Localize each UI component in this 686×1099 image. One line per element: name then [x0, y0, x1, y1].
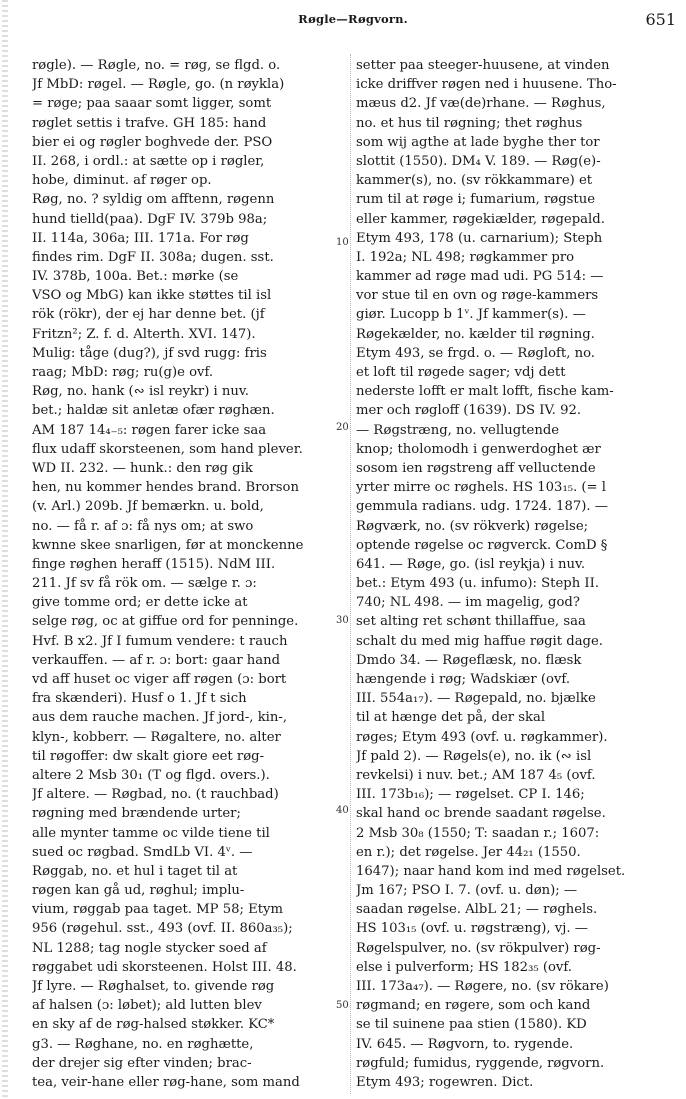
text-line: findes rim. DgF II. 308a; dugen. sst.: [32, 249, 274, 265]
text-line: til røgoffer: dw skalt giore eet røg-: [32, 748, 265, 764]
text-line: røges; Etym 493 (ovf. u. røgkammer).: [356, 729, 608, 745]
text-line: en sky af de røg-halsed støkker. KC*: [32, 1017, 275, 1033]
text-line: optende røgelse oc røgverck. ComD §: [356, 537, 608, 553]
text-line: vor stue til en ovn og røge-kammers: [356, 288, 599, 304]
text-line: 2 Msb 30₈ (1550; T: saadan r.; 1607:: [356, 825, 600, 841]
running-head: Røgle—Røgvorn.: [298, 12, 408, 26]
text-line: Røgekælder, no. kælder til røgning.: [356, 326, 595, 342]
text-line: Røg, no. ? syldig om afftenn, røgenn: [32, 192, 275, 208]
text-line: Røgelspulver, no. (sv rökpulver) røg-: [356, 940, 601, 956]
text-line: eller kammer, røgekiælder, røgepald.: [356, 211, 605, 227]
text-line: rum til at røge i; fumarium, røgstue: [356, 192, 596, 208]
text-line: røgning med brændende urter;: [32, 806, 241, 822]
text-line: II. 114a, 306a; III. 171a. For røg: [32, 230, 249, 246]
text-line: g3. — Røghane, no. en røghætte,: [32, 1036, 254, 1052]
text-line: III. 173a₄₇). — Røgere, no. (sv rökare): [356, 979, 609, 994]
text-line: en r.); det røgelse. Jer 44₂₁ (1550.: [356, 844, 581, 860]
text-line: tea, veir-hane eller røg-hane, som mand: [32, 1074, 300, 1090]
text-line: rök (rökr), der ej har denne bet. (jf: [32, 307, 265, 323]
text-line: IV. 378b, 100a. Bet.: mørke (se: [32, 269, 239, 285]
text-line: I. 192a; NL 498; røgkammer pro: [356, 249, 575, 265]
text-line: altere 2 Msb 30₁ (T og flgd. overs.).: [32, 767, 270, 783]
text-line: røgle). — Røgle, no. = røg, se flgd. o.: [32, 58, 281, 73]
left-column: [32, 56, 344, 1092]
text-line: no. et hus til røgning; thet røghus: [356, 115, 583, 131]
text-line: HS 103₁₅ (ovf. u. røgstræng), vj. —: [356, 921, 588, 937]
text-line: røglet settis i trafve. GH 185: hand: [32, 115, 267, 131]
text-line: AM 187 14₄₋₅: røgen farer icke saa: [32, 422, 267, 438]
text-line: mer och røgloff (1639). DS IV. 92.: [356, 403, 582, 419]
text-line: aus dem rauche machen. Jf jord-, kin-,: [32, 710, 288, 726]
text-line: Etym 493; rogewren. Dict.: [356, 1074, 534, 1090]
gutter-line-number: 50: [336, 1000, 349, 1011]
text-line: kammer(s), no. (sv rökkammare) et: [356, 173, 593, 189]
text-line: der drejer sig efter vinden; brac-: [32, 1055, 252, 1071]
text-line: hængende i røg; Wadskiær (ovf.: [356, 672, 571, 687]
text-line: knop; tholomodh i genwerdoghet ær: [356, 441, 601, 457]
text-line: WD II. 232. — hunk.: den røg gik: [32, 460, 253, 476]
text-line: flux udaff skorsteenen, som hand plever.: [32, 441, 303, 457]
text-line: røgfuld; fumidus, ryggende, røgvorn.: [356, 1055, 605, 1071]
text-line: Fritzn²; Z. f. d. Alterth. XVI. 147).: [32, 326, 256, 342]
text-line: yrter mirre oc røghels. HS 103₁₅. (= l: [356, 480, 607, 496]
gutter-line-number: 30: [336, 615, 349, 626]
text-line: set alting ret schønt thillaffue, saa: [356, 614, 586, 630]
text-line: Mulig: tåge (dug?), jf svd rugg: fris: [32, 345, 267, 361]
text-line: II. 268, i ordl.: at sætte op i røgler,: [32, 153, 265, 169]
text-line: selge røg, oc at giffue ord for penninge.: [32, 614, 299, 630]
text-line: hen, nu kommer hendes brand. Brorson: [32, 480, 299, 496]
text-line: sued oc røgbad. SmdLb VI. 4ᵛ. —: [32, 844, 253, 860]
text-line: et loft til røgede sager; vdj dett: [356, 365, 566, 380]
text-line: give tomme ord; er dette icke at: [32, 595, 248, 611]
text-line: raag; MbD: røg; ru(g)e ovf.: [32, 365, 214, 380]
text-line: nederste lofft er malt lofft, fische kam-: [356, 384, 614, 400]
text-line: 211. Jf sv få rök om. — sælge r. ɔ:: [32, 576, 257, 592]
text-line: schalt du med mig haffue røgit dage.: [356, 633, 603, 649]
text-line: som wij agthe at lade byghe ther tor: [356, 134, 600, 150]
text-line: røgen kan gå ud, røghul; implu-: [32, 883, 245, 899]
text-line: III. 173b₁₆); — røgelset. CP I. 146;: [356, 787, 585, 803]
text-line: vd aff huset oc viger aff røgen (ɔ: bort: [32, 672, 287, 687]
gutter-line-number: 40: [336, 805, 349, 816]
text-line: sosom ien røgstreng aff velluctende: [356, 460, 596, 476]
text-line: bet.; haldæ sit anletæ ofær røghæn.: [32, 403, 275, 419]
text-line: Jf MbD: røgel. — Røgle, go. (n røykla): [32, 77, 285, 93]
page-number: 651: [645, 10, 676, 29]
text-line: = røge; paa saaar somt ligger, somt: [32, 96, 272, 112]
text-line: Dmdo 34. — Røgeflæsk, no. flæsk: [356, 652, 582, 668]
text-line: kammer ad røge mad udi. PG 514: —: [356, 269, 604, 285]
text-line: klyn-, kobberr. — Røgaltere, no. alter: [32, 729, 281, 745]
text-line: no. — få r. af ɔ: få nys om; at swo: [32, 518, 254, 534]
text-line: hobe, diminut. af røger op.: [32, 173, 212, 189]
text-line: Jf lyre. — Røghalset, to. givende røg: [32, 979, 275, 994]
text-line: kwnne skee snarligen, før at monckenne: [32, 537, 304, 553]
text-line: NL 1288; tag nogle stycker soed af: [32, 940, 267, 956]
text-line: skal hand oc brende saadant røgelse.: [356, 806, 606, 822]
text-line: bier ei og røgler boghvede der. PSO: [32, 134, 273, 150]
scanned-page-edge: [2, 0, 8, 1099]
text-line: — Røgstræng, no. vellugtende: [356, 422, 560, 438]
text-line: mæus d2. Jf væ(de)rhane. — Røghus,: [356, 96, 606, 112]
text-line: slottit (1550). DM₄ V. 189. — Røg(e)-: [356, 153, 601, 169]
text-line: til at hænge det på, der skal: [356, 710, 546, 726]
text-line: (v. Arl.) 209b. Jf bemærkn. u. bold,: [32, 499, 264, 515]
text-line: finge røghen heraff (1515). NdM III.: [32, 556, 276, 572]
gutter-line-number: 10: [336, 237, 349, 248]
text-line: bet.: Etym 493 (u. infumo): Steph II.: [356, 576, 600, 592]
text-line: giør. Lucopp b 1ᵛ. Jf kammer(s). —: [356, 307, 586, 323]
right-column: [356, 56, 682, 1092]
text-line: Røggab, no. et hul i taget til at: [32, 863, 238, 879]
text-line: Etym 493, se frgd. o. — Røgloft, no.: [356, 345, 595, 361]
text-line: 956 (røgehul. sst., 493 (ovf. II. 860a₃₅);: [32, 921, 293, 937]
text-line: hund tielld(paa). DgF IV. 379b 98a;: [32, 211, 268, 227]
text-line: Hvf. B x2. Jf I fumum vendere: t rauch: [32, 633, 288, 649]
text-line: IV. 645. — Røgvorn, to. rygende.: [356, 1036, 574, 1052]
text-line: Jm 167; PSO I. 7. (ovf. u. døn); —: [356, 883, 578, 899]
column-divider: [350, 54, 351, 1094]
text-line: else i pulverform; HS 182₃₅ (ovf.: [356, 959, 572, 975]
text-line: røggabet udi skorsteenen. Holst III. 48.: [32, 959, 297, 975]
text-line: vium, røggab paa taget. MP 58; Etym: [32, 902, 283, 918]
text-line: 641. — Røge, go. (isl reykja) i nuv.: [356, 556, 586, 572]
text-line: Jf altere. — Røgbad, no. (t rauchbad): [32, 787, 279, 803]
text-line: Røg, no. hank (∾ isl reykr) i nuv.: [32, 384, 249, 400]
text-line: 1647); naar hand kom ind med røgelset.: [356, 863, 626, 879]
text-line: VSO og MbG) kan ikke støttes til isl: [32, 288, 272, 304]
gutter-line-number: 20: [336, 422, 349, 433]
text-line: Røgværk, no. (sv rökverk) røgelse;: [356, 518, 589, 534]
page-header: [26, 10, 680, 30]
text-line: 740; NL 498. — im magelig, god?: [356, 595, 580, 611]
text-line: verkauffen. — af r. ɔ: bort: gaar hand: [32, 652, 281, 668]
text-line: saadan røgelse. AlbL 21; — røghels.: [356, 902, 598, 918]
text-line: revkelsi) i nuv. bet.; AM 187 4₅ (ovf.: [356, 767, 596, 783]
text-line: III. 554a₁₇). — Røgepald, no. bjælke: [356, 691, 596, 707]
text-line: af halsen (ɔ: løbet); ald lutten blev: [32, 998, 262, 1014]
text-line: fra skænderi). Husf o 1. Jf t sich: [32, 691, 247, 707]
text-line: gemmula radians. udg. 1724. 187). —: [356, 499, 608, 515]
text-line: setter paa steeger-huusene, at vinden: [356, 58, 610, 73]
text-line: icke driffver røgen ned i huusene. Tho-: [356, 77, 617, 93]
text-line: røgmand; en røgere, som och kand: [356, 998, 591, 1014]
text-line: se til suinene paa stien (1580). KD: [356, 1017, 587, 1033]
text-line: Jf pald 2). — Røgels(e), no. ik (∾ isl: [356, 748, 592, 764]
text-line: alle mynter tamme oc vilde tiene til: [32, 825, 270, 841]
text-line: Etym 493, 178 (u. carnarium); Steph: [356, 230, 603, 246]
